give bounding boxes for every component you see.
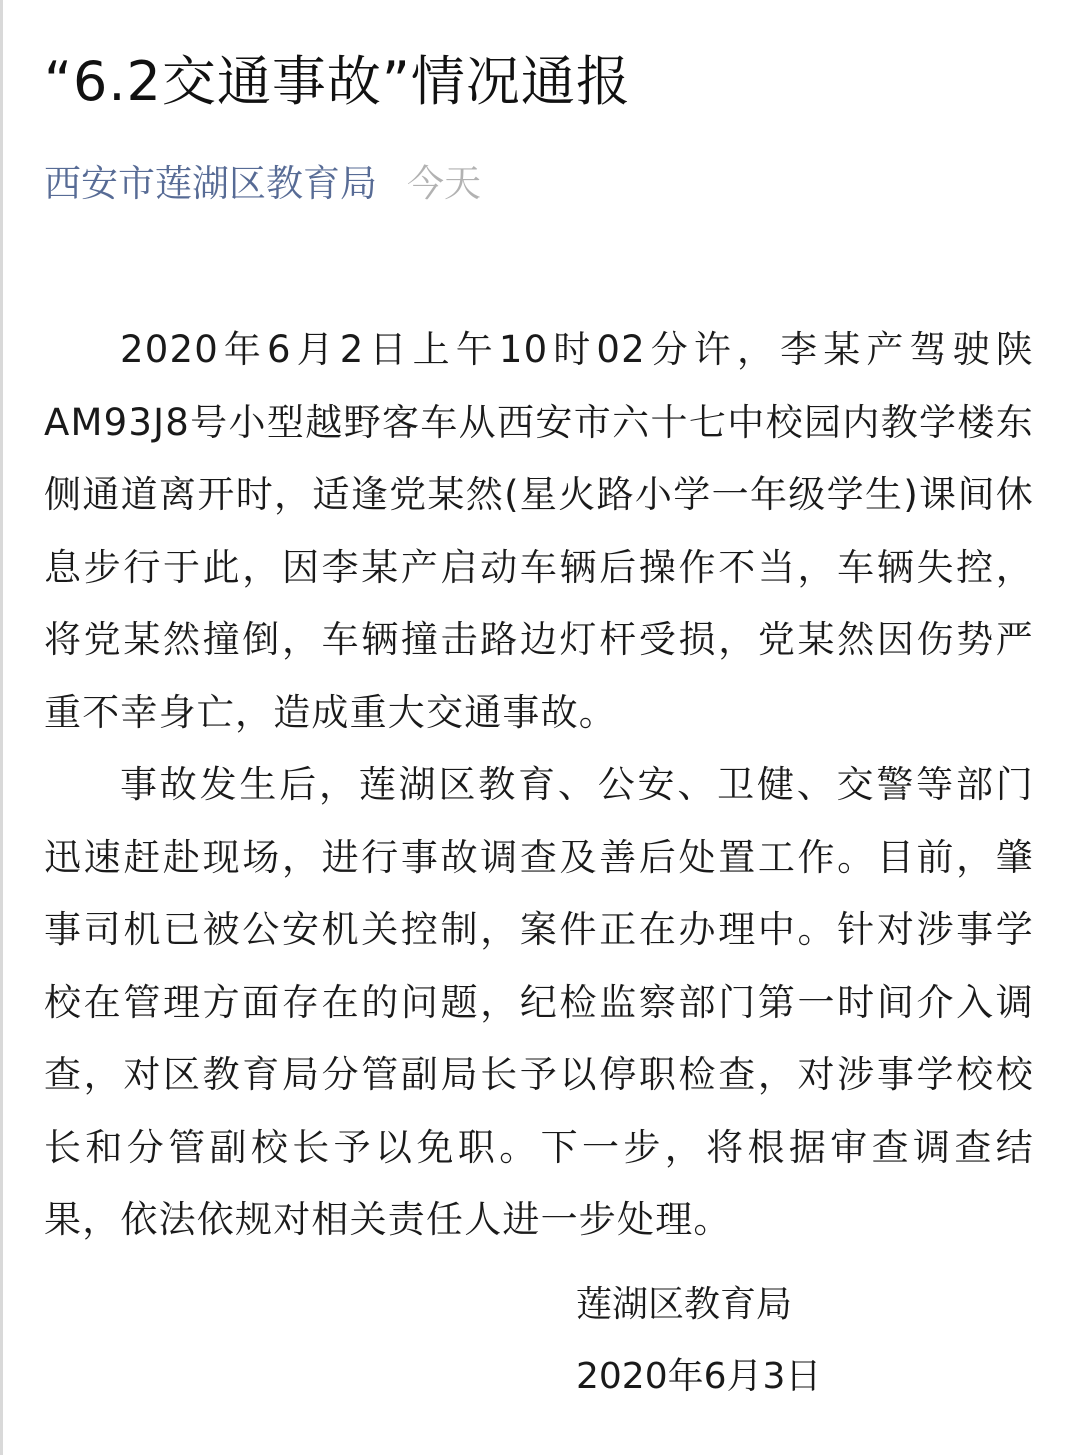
article-title: “6.2交通事故”情况通报 [44, 50, 631, 113]
article-content [44, 314, 1034, 1257]
left-edge-divider [0, 0, 3, 1455]
signature-org: 莲湖区教育局 [576, 1283, 793, 1325]
signature-block [576, 1269, 1034, 1413]
publish-time: 今天 [407, 162, 481, 205]
article-meta [44, 156, 1034, 212]
author-link[interactable]: 西安市莲湖区教育局 [44, 162, 377, 205]
signature-date: 2020年6月3日 [576, 1355, 822, 1397]
paragraph-2: 事故发生后，莲湖区教育、公安、卫健、交警等部门迅速赶赴现场，进行事故调查及善后处置工作。目前，肇事司机已被公安机关控制，案件正在办理中。针对涉事学校在管理方面存在的问题，纪检监察部门第一时间介入调查，对区教育局分管副局长予以停职检查，对涉事学校校长和分管副校长予以免职。下一步，将根据审查调查结果，依法依规对相关责任人进一步处理。 [44, 763, 1034, 1241]
paragraph-1: 2020年6月2日上午10时02分许，李某产驾驶陕AM93J8号小型越野客车从西安市六十七中校园内教学楼东侧通道离开时，适逢党某然(星火路小学一年级学生)课间休息步行于此，因李某产启动车辆后操作不当，车辆失控，将党某然撞倒，车辆撞击路边灯杆受损，党某然因伤势严重不幸身亡，造成重大交通事故。 [44, 328, 1034, 734]
article [44, 0, 1034, 1413]
